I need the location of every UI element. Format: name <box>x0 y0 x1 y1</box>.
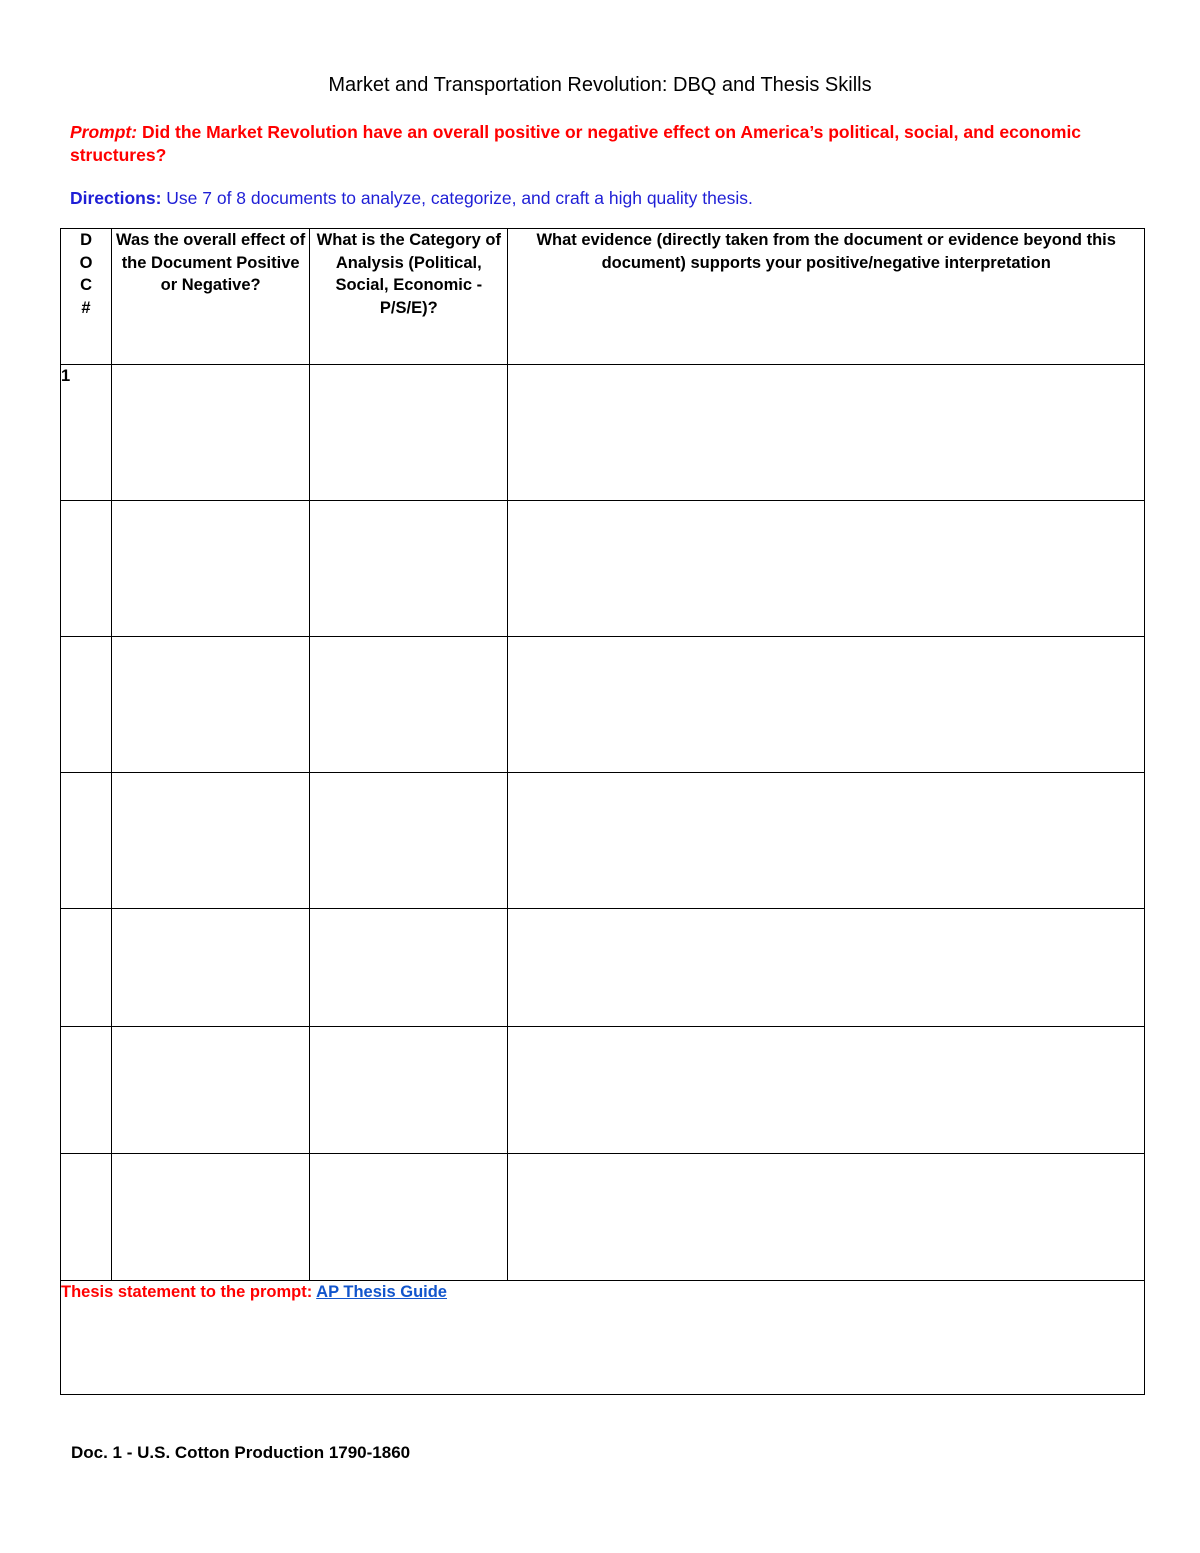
category-cell[interactable] <box>310 909 508 1027</box>
header-doc-letter: # <box>81 298 91 317</box>
thesis-label: Thesis statement to the prompt: <box>61 1283 317 1301</box>
doc-number-cell[interactable]: 1 <box>61 365 112 501</box>
effect-cell[interactable] <box>112 1027 310 1154</box>
thesis-cell[interactable] <box>61 1281 1145 1395</box>
doc-number-cell[interactable] <box>61 637 112 773</box>
prompt-label: Prompt: <box>70 122 138 142</box>
evidence-cell[interactable] <box>508 909 1145 1027</box>
table-row <box>61 773 1145 909</box>
table-row <box>61 501 1145 637</box>
table-row <box>61 1154 1145 1281</box>
directions-paragraph <box>70 187 1145 210</box>
effect-cell[interactable] <box>112 365 310 501</box>
category-cell[interactable] <box>310 365 508 501</box>
header-category: What is the Category of Analysis (Political, Social, Economic - P/S/E)? <box>310 229 508 365</box>
table-row <box>61 365 1145 501</box>
effect-cell[interactable] <box>112 637 310 773</box>
header-doc-letter: D <box>80 231 92 249</box>
evidence-cell[interactable] <box>508 501 1145 637</box>
thesis-row <box>61 1281 1145 1395</box>
header-effect: Was the overall effect of the Document Positive or Negative? <box>112 229 310 365</box>
category-cell[interactable] <box>310 1154 508 1281</box>
prompt-paragraph <box>70 121 1145 167</box>
doc-number-cell[interactable] <box>61 1154 112 1281</box>
evidence-cell[interactable] <box>508 637 1145 773</box>
evidence-cell[interactable] <box>508 1027 1145 1154</box>
table-row <box>61 637 1145 773</box>
category-cell[interactable] <box>310 501 508 637</box>
doc-caption: Doc. 1 - U.S. Cotton Production 1790-1860 <box>71 1443 411 1462</box>
header-doc-letter: C <box>80 276 92 294</box>
doc-number-cell[interactable] <box>61 501 112 637</box>
category-cell[interactable] <box>310 637 508 773</box>
table-row <box>61 909 1145 1027</box>
prompt-text: Did the Market Revolution have an overall positive or negative effect on America’s political, social, and economic structures? <box>70 122 1082 165</box>
ap-thesis-guide-link[interactable]: AP Thesis Guide <box>316 1283 447 1301</box>
effect-cell[interactable] <box>112 909 310 1027</box>
doc-number-cell[interactable] <box>61 773 112 909</box>
category-cell[interactable] <box>310 1027 508 1154</box>
category-cell[interactable] <box>310 773 508 909</box>
table-header-row <box>61 229 1145 365</box>
effect-cell[interactable] <box>112 773 310 909</box>
header-doc-letter: O <box>79 253 93 272</box>
evidence-cell[interactable] <box>508 365 1145 501</box>
directions-label: Directions: <box>70 188 162 208</box>
doc-number-cell[interactable] <box>61 909 112 1027</box>
document-title: Market and Transportation Revolution: DBQ and Thesis Skills <box>328 74 872 96</box>
header-doc-number <box>61 229 112 365</box>
effect-cell[interactable] <box>112 501 310 637</box>
doc-number-cell[interactable] <box>61 1027 112 1154</box>
evidence-cell[interactable] <box>508 773 1145 909</box>
directions-text: Use 7 of 8 documents to analyze, categorize, and craft a high quality thesis. <box>161 188 753 208</box>
evidence-cell[interactable] <box>508 1154 1145 1281</box>
header-evidence: What evidence (directly taken from the document or evidence beyond this document) supports your positive/negative interpretation <box>508 229 1145 365</box>
effect-cell[interactable] <box>112 1154 310 1281</box>
table-row <box>61 1027 1145 1154</box>
dbq-analysis-table <box>60 228 1145 1395</box>
